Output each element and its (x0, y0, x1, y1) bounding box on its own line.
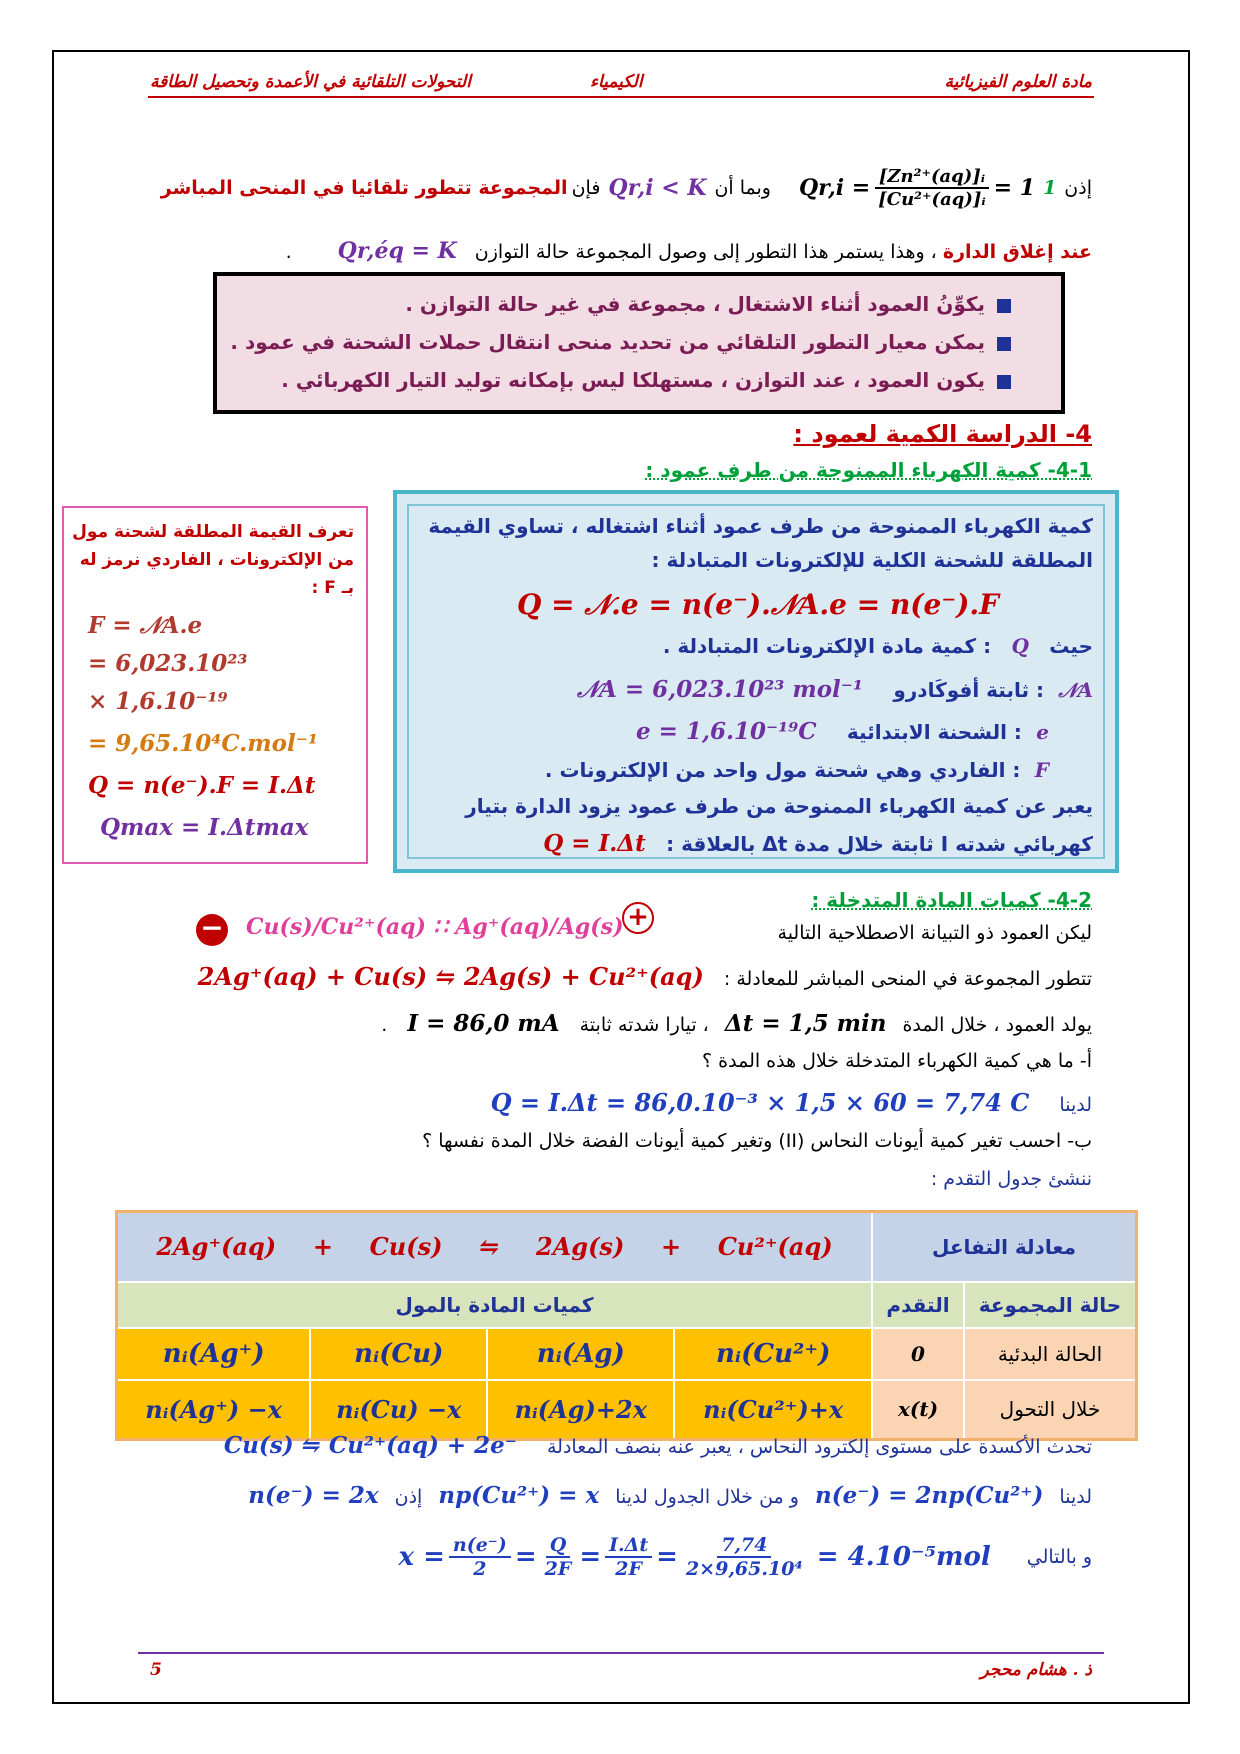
table-init-adv: 0 (872, 1328, 964, 1380)
advancement-table (115, 1210, 1138, 1441)
header-rule (148, 96, 1094, 98)
header-subject: مادة العلوم الفيزيائية (944, 72, 1092, 92)
since-label: وبما أن (714, 177, 771, 199)
table-init-cu: nᵢ(Cu) (310, 1328, 487, 1380)
question-a: أ- ما هي كمية الكهرباء المتدخلة خلال هذه المدة ؟ (702, 1050, 1092, 1072)
inequality: Qr,i < K (608, 175, 707, 201)
half-equation: Cu(s) ⇋ Cu²⁺(aq) + 2e⁻ (223, 1432, 517, 1459)
oxidation-line: تحدث الأكسدة على مستوى إلكترود النحاس ، يعبر عنه بنصف المعادلة Cu(s) ⇋ Cu²⁺(aq) + 2e⁻ (223, 1432, 1092, 1459)
table-state-label: حالة المجموعة (964, 1282, 1137, 1328)
side-f2: = 6,023.10²³ (88, 650, 248, 677)
bullet-square-icon (997, 299, 1011, 313)
table-trans-cu: nᵢ(Cu) −x (310, 1380, 487, 1440)
remark-2: يمكن معيار التطور التلقائي من تحديد منحى انتقال حملات الشحنة في عمود . (230, 330, 1011, 354)
table-init-label: الحالة البدئية (964, 1328, 1137, 1380)
side-text-2: من الإلكترونات ، الفاردي نرمز له (79, 550, 354, 570)
table-adv-label: التقدم (872, 1282, 964, 1328)
remarks-box (213, 272, 1065, 414)
table-trans-adv: x(t) (872, 1380, 964, 1440)
question-b: ب- احسب تغير كمية أيونات النحاس (II) وتغير كمية أيونات الفضة خلال المدة نفسها ؟ (422, 1130, 1092, 1152)
circuit-closing: عند إغلاق الدارة (942, 241, 1092, 263)
bullet-square-icon (997, 375, 1011, 389)
side-f5: Q = n(e⁻).F = I.Δt (88, 772, 316, 799)
footer-author: ذ . هشام محجر (980, 1660, 1092, 1680)
q-ri-expression (799, 166, 1035, 210)
x-expression: x = $\frac{n(e^-)}{2}$ = $\frac{Q}{2F}$ = $\frac{I.\Delta t}{2F}$ = $\frac{7,74}{\text{2×9,65.10⁴}}$ = 4.10⁻⁵mol (398, 1534, 991, 1580)
cell-notation: Cu(s)/Cu²⁺(aq) ∷ Ag⁺(aq)/Ag(s) (246, 914, 624, 940)
side-f6: Qmax = I.Δtmax (100, 814, 309, 841)
remark-1: يكوِّنُ العمود أثناء الاشتغال ، مجموعة في غير حالة التوازن . (405, 292, 1011, 316)
q-lhs: Qr,i = (798, 175, 871, 201)
frac-denominator: [Cu²⁺(aq)]ᵢ (878, 189, 986, 210)
table-qty-label: كميات المادة بالمول (117, 1282, 873, 1328)
conclusion: المجموعة تتطور تلقائيا في المنحى المباشر (160, 177, 568, 199)
avogadro-line: 𝒩A : ثابتة أفوكَادرو 𝒩A = 6,023.10²³ mol⁻¹ (577, 676, 1093, 703)
section-4-1-title: 4-1- كمية الكهرباء الممنوحة من طرف عمود : (645, 458, 1092, 482)
faraday-side-box (62, 506, 368, 864)
answer-a-equation: Q = I.Δt = 86,0.10⁻³ × 1,5 × 60 = 7,74 C (490, 1088, 1030, 1117)
reaction-equation: 2Ag⁺(aq) + Cu(s) ⇋ 2Ag(s) + Cu²⁺(aq) (197, 962, 704, 991)
then-label: إذن (1064, 177, 1092, 199)
negative-pole-icon: − (196, 914, 228, 946)
answer-a-line: لدينا Q = I.Δt = 86,0.10⁻³ × 1,5 × 60 = 7,74 C (490, 1088, 1092, 1117)
electron-relation-line: لدينا n(e⁻) = 2np(Cu²⁺) و من خلال الجدول لدينا np(Cu²⁺) = x إذن n(e⁻) = 2x (248, 1482, 1092, 1509)
table-init-ag: nᵢ(Ag) (487, 1328, 674, 1380)
table-intro: ننشئ جدول التقدم : (930, 1168, 1092, 1190)
x-calculation-line: و بالتالي x = $\frac{n(e^-)}{2}$ = $\frac{Q}{2F}$ = $\frac{I.\Delta t}{2F}$ = $\frac{7,74}{\text{2×9,65.10⁴}}$ = 4.10⁻⁵mol (398, 1534, 1092, 1580)
quantity-of-electricity-box (393, 490, 1119, 873)
side-f3: × 1,6.10⁻¹⁹ (88, 688, 228, 715)
def-line-2: المطلقة للشحنة الكلية للإلكترونات المتبادلة : (651, 548, 1093, 572)
table-trans-cu2: nᵢ(Cu²⁺)+x (674, 1380, 872, 1440)
page-number: 5 (150, 1660, 162, 1680)
table-trans-ag: nᵢ(Ag)+2x (487, 1380, 674, 1440)
footer-rule (138, 1652, 1104, 1654)
table-init-agplus: nᵢ(Ag⁺) (117, 1328, 311, 1380)
table-eq-label: معادلة التفاعل (872, 1212, 1137, 1282)
then-value: 1 (1043, 177, 1057, 199)
side-f1: F = 𝒩A.e (88, 612, 203, 639)
q-fraction (874, 166, 989, 210)
expr-line-1: يعبر عن كمية الكهرباء الممنوحة من طرف عمود يزود الدارة بتيار (465, 794, 1093, 818)
positive-pole-icon: + (622, 902, 654, 934)
table-equation-cell: 2Ag⁺(aq) + Cu(s) ⇋ 2Ag(s) + Cu²⁺(aq) (117, 1212, 873, 1282)
section-4-title: 4- الدراسة الكمية لعمود : (793, 420, 1092, 448)
side-f4: = 9,65.10⁴C.mol⁻¹ (88, 730, 318, 757)
where-q-line: حيث Q : كمية مادة الإلكترونات المتبادلة . (662, 634, 1093, 658)
example-line-2: تتطور المجموعة في المنحى المباشر للمعادلة : 2Ag⁺(aq) + Cu(s) ⇋ 2Ag(s) + Cu²⁺(aq) (197, 962, 1092, 991)
table-init-cu2: nᵢ(Cu²⁺) (674, 1328, 872, 1380)
header-branch: الكيمياء (590, 72, 643, 92)
elementary-charge-line: e : الشحنة الابتدائية e = 1,6.10⁻¹⁹C (636, 718, 1049, 745)
line2-dot: . (285, 241, 292, 263)
frac-numerator: [Zn²⁺(aq)]ᵢ (875, 166, 989, 189)
side-text-1: تعرف القيمة المطلقة لشحنة مول (72, 522, 354, 542)
equilibrium-eq: Qr,éq = K (337, 238, 457, 264)
intro-line-2 (286, 238, 1092, 264)
table-trans-label: خلال التحول (964, 1380, 1137, 1440)
eq-one: = 1 (993, 175, 1036, 201)
line2-text: ، وهذا يستمر هذا التطور إلى وصول المجموعة حالة التوازن (474, 241, 937, 263)
example-line-1: ليكن العمود ذو التبيانة الاصطلاحية التالية (777, 922, 1092, 944)
main-formula: Q = 𝒩.e = n(e⁻).𝒩A.e = n(e⁻).F (517, 588, 1000, 621)
table-trans-agplus: nᵢ(Ag⁺) −x (117, 1380, 311, 1440)
intro-line-1 (161, 148, 1092, 228)
expr-line-2: كهربائي شدته I ثابتة خلال مدة Δt بالعلاقة : Q = I.Δt (543, 830, 1093, 857)
section-4-2-title: 4-2- كميات المادة المتدخلة : (811, 888, 1092, 912)
bullet-square-icon (997, 337, 1011, 351)
side-text-3: بـ F : (311, 578, 354, 598)
def-line-1: كمية الكهرباء الممنوحة من طرف عمود أثناء اشتغاله ، تساوي القيمة (428, 514, 1093, 538)
then2-label: فإن (571, 177, 601, 199)
faraday-line: F : الفاردي وهي شحنة مول واحد من الإلكترونات . (544, 758, 1049, 782)
example-line-3: يولد العمود ، خلال المدة Δt = 1,5 min ، تيارا شدته ثابتة I = 86,0 mA . (381, 1010, 1092, 1037)
remark-3: يكون العمود ، عند التوازن ، مستهلكا ليس بإمكانه توليد التيار الكهربائي . (281, 368, 1011, 392)
header-unit: التحولات التلقائية في الأعمدة وتحصيل الطاقة (150, 72, 471, 92)
